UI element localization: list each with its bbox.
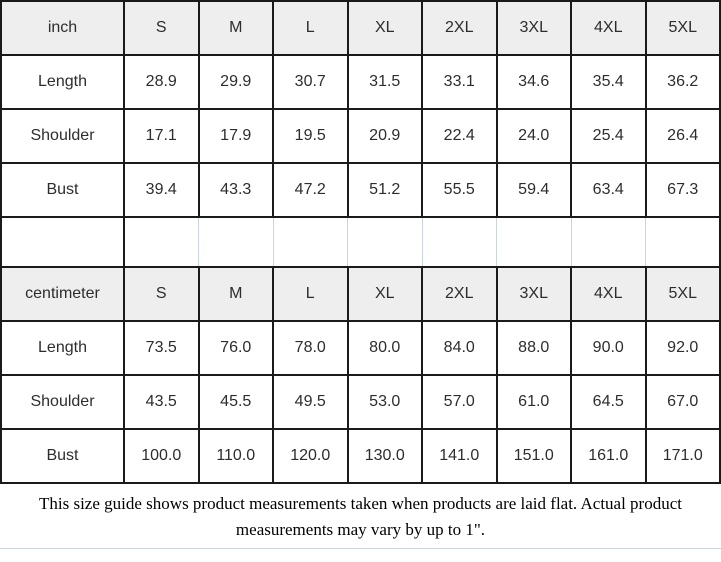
measurement-cell: 90.0 [571, 321, 646, 375]
size-guide-note: This size guide shows product measurements taken when products are laid flat. Actual product measurements may vary by up to 1". [0, 484, 721, 549]
size-header-cell: 4XL [571, 1, 646, 55]
measurement-cell: 33.1 [422, 55, 497, 109]
measurement-cell: 100.0 [124, 429, 199, 483]
measurement-cell: 76.0 [199, 321, 274, 375]
measurement-cell: 73.5 [124, 321, 199, 375]
measurement-cell: 47.2 [273, 163, 348, 217]
spacer-cell [273, 217, 348, 267]
measurement-cell: 92.0 [646, 321, 721, 375]
measurement-cell: 28.9 [124, 55, 199, 109]
measurement-cell: 30.7 [273, 55, 348, 109]
measurement-cell: 36.2 [646, 55, 721, 109]
measurement-cell: 57.0 [422, 375, 497, 429]
measurement-row [1, 55, 720, 109]
measurement-cell: 45.5 [199, 375, 274, 429]
size-header-cell: 5XL [646, 1, 721, 55]
measurement-cell: 120.0 [273, 429, 348, 483]
measurement-cell: 17.9 [199, 109, 274, 163]
measurement-cell: 39.4 [124, 163, 199, 217]
measurement-row [1, 375, 720, 429]
measurement-cell: 78.0 [273, 321, 348, 375]
measurement-cell: 43.3 [199, 163, 274, 217]
row-label-cell: Length [1, 321, 124, 375]
measurement-cell: 53.0 [348, 375, 423, 429]
unit-header-cell: centimeter [1, 267, 124, 321]
measurement-cell: 25.4 [571, 109, 646, 163]
size-header-cell: M [199, 267, 274, 321]
measurement-cell: 110.0 [199, 429, 274, 483]
measurement-row [1, 163, 720, 217]
spacer-cell [497, 217, 572, 267]
measurement-cell: 88.0 [497, 321, 572, 375]
measurement-cell: 63.4 [571, 163, 646, 217]
measurement-cell: 59.4 [497, 163, 572, 217]
spacer-cell [199, 217, 274, 267]
measurement-cell: 67.3 [646, 163, 721, 217]
spacer-cell [348, 217, 423, 267]
measurement-cell: 19.5 [273, 109, 348, 163]
size-header-cell: S [124, 267, 199, 321]
measurement-row [1, 109, 720, 163]
measurement-cell: 67.0 [646, 375, 721, 429]
spacer-cell [646, 217, 721, 267]
measurement-row [1, 321, 720, 375]
row-label-cell: Shoulder [1, 109, 124, 163]
measurement-cell: 141.0 [422, 429, 497, 483]
size-header-cell: XL [348, 1, 423, 55]
measurement-row [1, 429, 720, 483]
row-label-cell: Bust [1, 163, 124, 217]
row-label-cell: Length [1, 55, 124, 109]
measurement-cell: 24.0 [497, 109, 572, 163]
size-header-cell: 2XL [422, 267, 497, 321]
measurement-cell: 29.9 [199, 55, 274, 109]
size-header-cell: M [199, 1, 274, 55]
header-row [1, 267, 720, 321]
measurement-cell: 55.5 [422, 163, 497, 217]
measurement-cell: 17.1 [124, 109, 199, 163]
measurement-cell: 51.2 [348, 163, 423, 217]
header-row [1, 1, 720, 55]
size-header-cell: 3XL [497, 267, 572, 321]
row-label-cell: Bust [1, 429, 124, 483]
measurement-cell: 151.0 [497, 429, 572, 483]
spacer-cell [571, 217, 646, 267]
unit-header-cell: inch [1, 1, 124, 55]
measurement-cell: 84.0 [422, 321, 497, 375]
measurement-cell: 31.5 [348, 55, 423, 109]
spacer-cell [1, 217, 124, 267]
measurement-cell: 171.0 [646, 429, 721, 483]
size-header-cell: L [273, 1, 348, 55]
measurement-cell: 130.0 [348, 429, 423, 483]
row-label-cell: Shoulder [1, 375, 124, 429]
measurement-cell: 26.4 [646, 109, 721, 163]
spacer-cell [124, 217, 199, 267]
measurement-cell: 43.5 [124, 375, 199, 429]
measurement-cell: 22.4 [422, 109, 497, 163]
measurement-cell: 80.0 [348, 321, 423, 375]
measurement-cell: 34.6 [497, 55, 572, 109]
measurement-cell: 20.9 [348, 109, 423, 163]
size-header-cell: 4XL [571, 267, 646, 321]
measurement-cell: 49.5 [273, 375, 348, 429]
size-header-cell: 2XL [422, 1, 497, 55]
spacer-row [1, 217, 720, 267]
measurement-cell: 35.4 [571, 55, 646, 109]
measurement-cell: 61.0 [497, 375, 572, 429]
spacer-cell [422, 217, 497, 267]
size-header-cell: 3XL [497, 1, 572, 55]
size-header-cell: XL [348, 267, 423, 321]
measurement-cell: 161.0 [571, 429, 646, 483]
measurement-cell: 64.5 [571, 375, 646, 429]
size-header-cell: S [124, 1, 199, 55]
size-header-cell: 5XL [646, 267, 721, 321]
size-header-cell: L [273, 267, 348, 321]
